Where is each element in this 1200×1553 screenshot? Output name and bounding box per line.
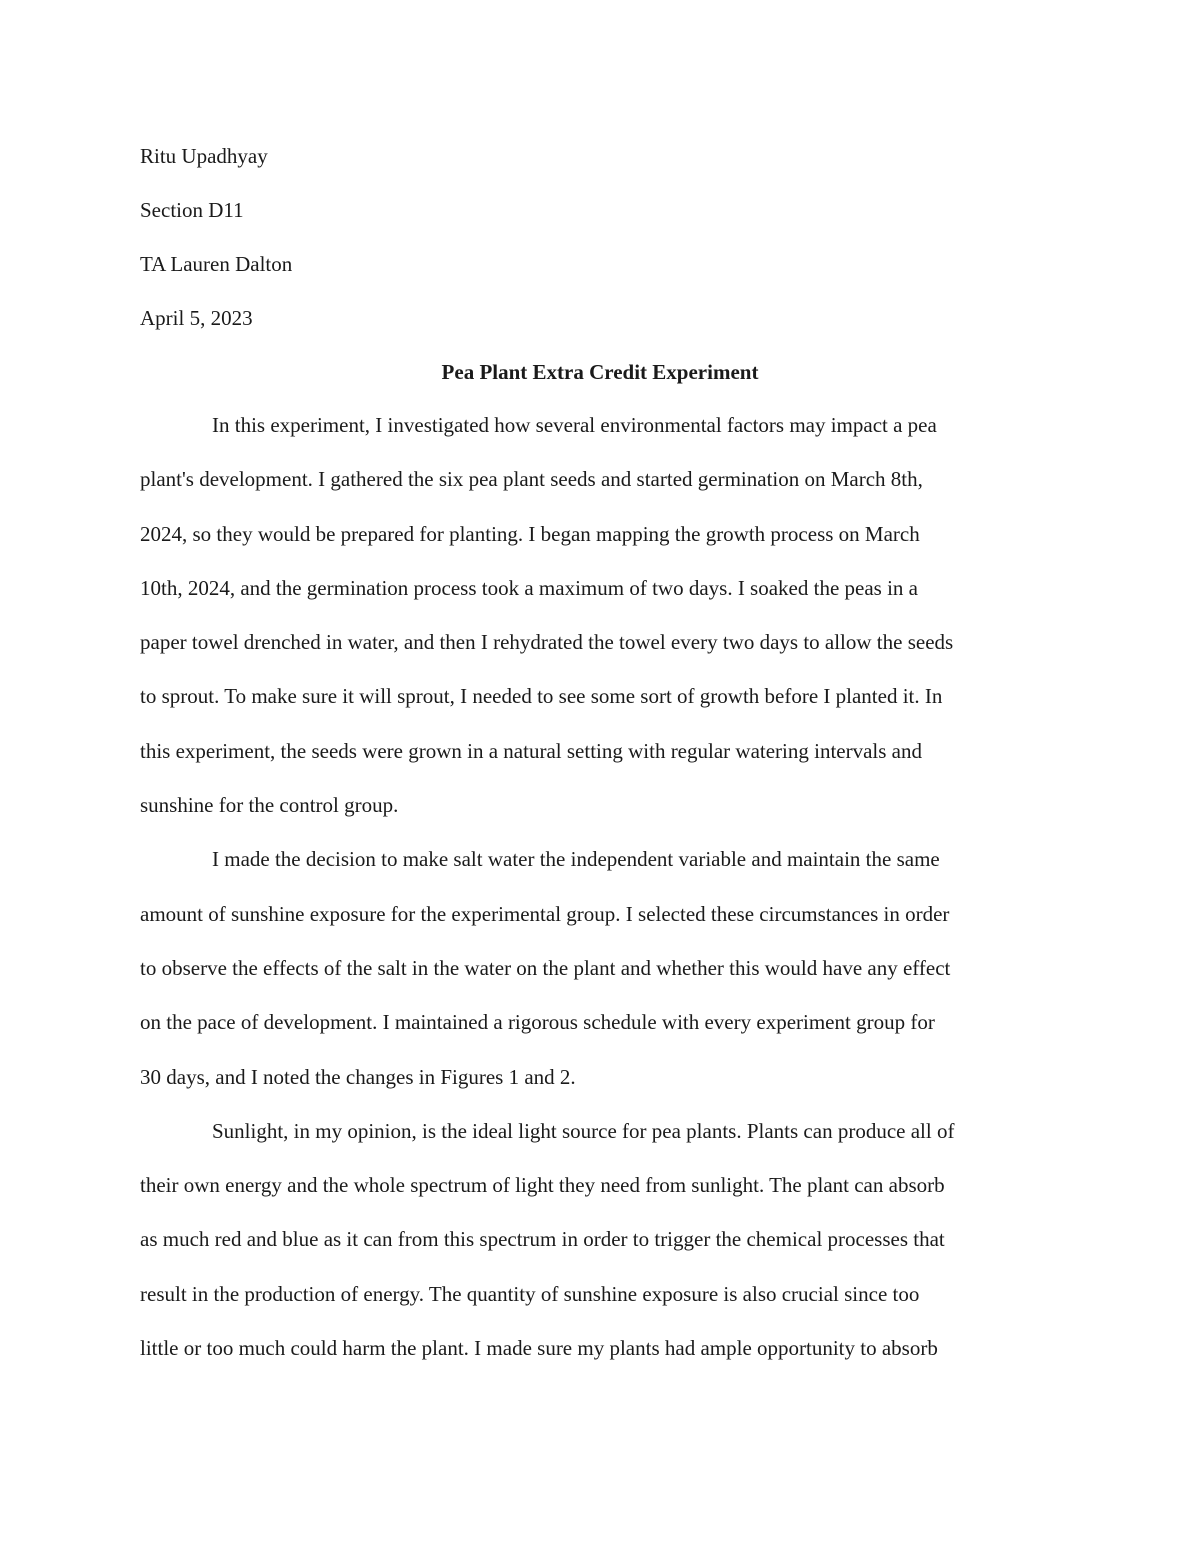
teaching-assistant: TA Lauren Dalton — [140, 252, 293, 276]
paragraph-line: 30 days, and I noted the changes in Figures 1 and 2. — [140, 1064, 576, 1089]
paragraph-line: amount of sunshine exposure for the experimental group. I selected these circumstances in order — [140, 901, 950, 926]
paragraph — [140, 832, 1055, 1103]
paragraph — [140, 398, 1055, 832]
paragraph-line: sunshine for the control group. — [140, 793, 399, 818]
paragraph-line: plant's development. I gathered the six pea plant seeds and started germination on March 8th, — [140, 467, 923, 492]
paragraph-line: In this experiment, I investigated how several environmental factors may impact a pea — [212, 413, 937, 437]
body-text — [140, 398, 1055, 1375]
paragraph-line: I made the decision to make salt water the independent variable and maintain the same — [212, 847, 940, 872]
paragraph-line: their own energy and the whole spectrum of light they need from sunlight. The plant can absorb — [140, 1173, 945, 1198]
paragraph-line: paper towel drenched in water, and then I rehydrated the towel every two days to allow the seeds — [140, 630, 954, 655]
paragraph-line: little or too much could harm the plant. I made sure my plants had ample opportunity to absorb — [140, 1336, 938, 1361]
document-date: April 5, 2023 — [140, 306, 253, 330]
author-name: Ritu Upadhyay — [140, 144, 268, 168]
paragraph-line: 2024, so they would be prepared for planting. I began mapping the growth process on March — [140, 521, 920, 546]
paragraph-line: to observe the effects of the salt in the water on the plant and whether this would have any effect — [140, 955, 951, 980]
document-title: Pea Plant Extra Credit Experiment — [441, 360, 759, 384]
paragraph-line: Sunlight, in my opinion, is the ideal light source for pea plants. Plants can produce all of — [212, 1118, 955, 1143]
paragraph-line: 10th, 2024, and the germination process took a maximum of two days. I soaked the peas in a — [140, 575, 918, 600]
course-section: Section D11 — [140, 198, 244, 222]
paragraph-line: as much red and blue as it can from this spectrum in order to trigger the chemical processes that — [140, 1227, 945, 1252]
paragraph-line: result in the production of energy. The quantity of sunshine exposure is also crucial since too — [140, 1281, 920, 1306]
paragraph-line: this experiment, the seeds were grown in a natural setting with regular watering intervals and — [140, 738, 923, 763]
paragraph — [140, 1104, 1055, 1375]
paragraph-line: to sprout. To make sure it will sprout, I needed to see some sort of growth before I planted it. In — [140, 684, 943, 709]
paragraph-line: on the pace of development. I maintained a rigorous schedule with every experiment group for — [140, 1010, 935, 1035]
